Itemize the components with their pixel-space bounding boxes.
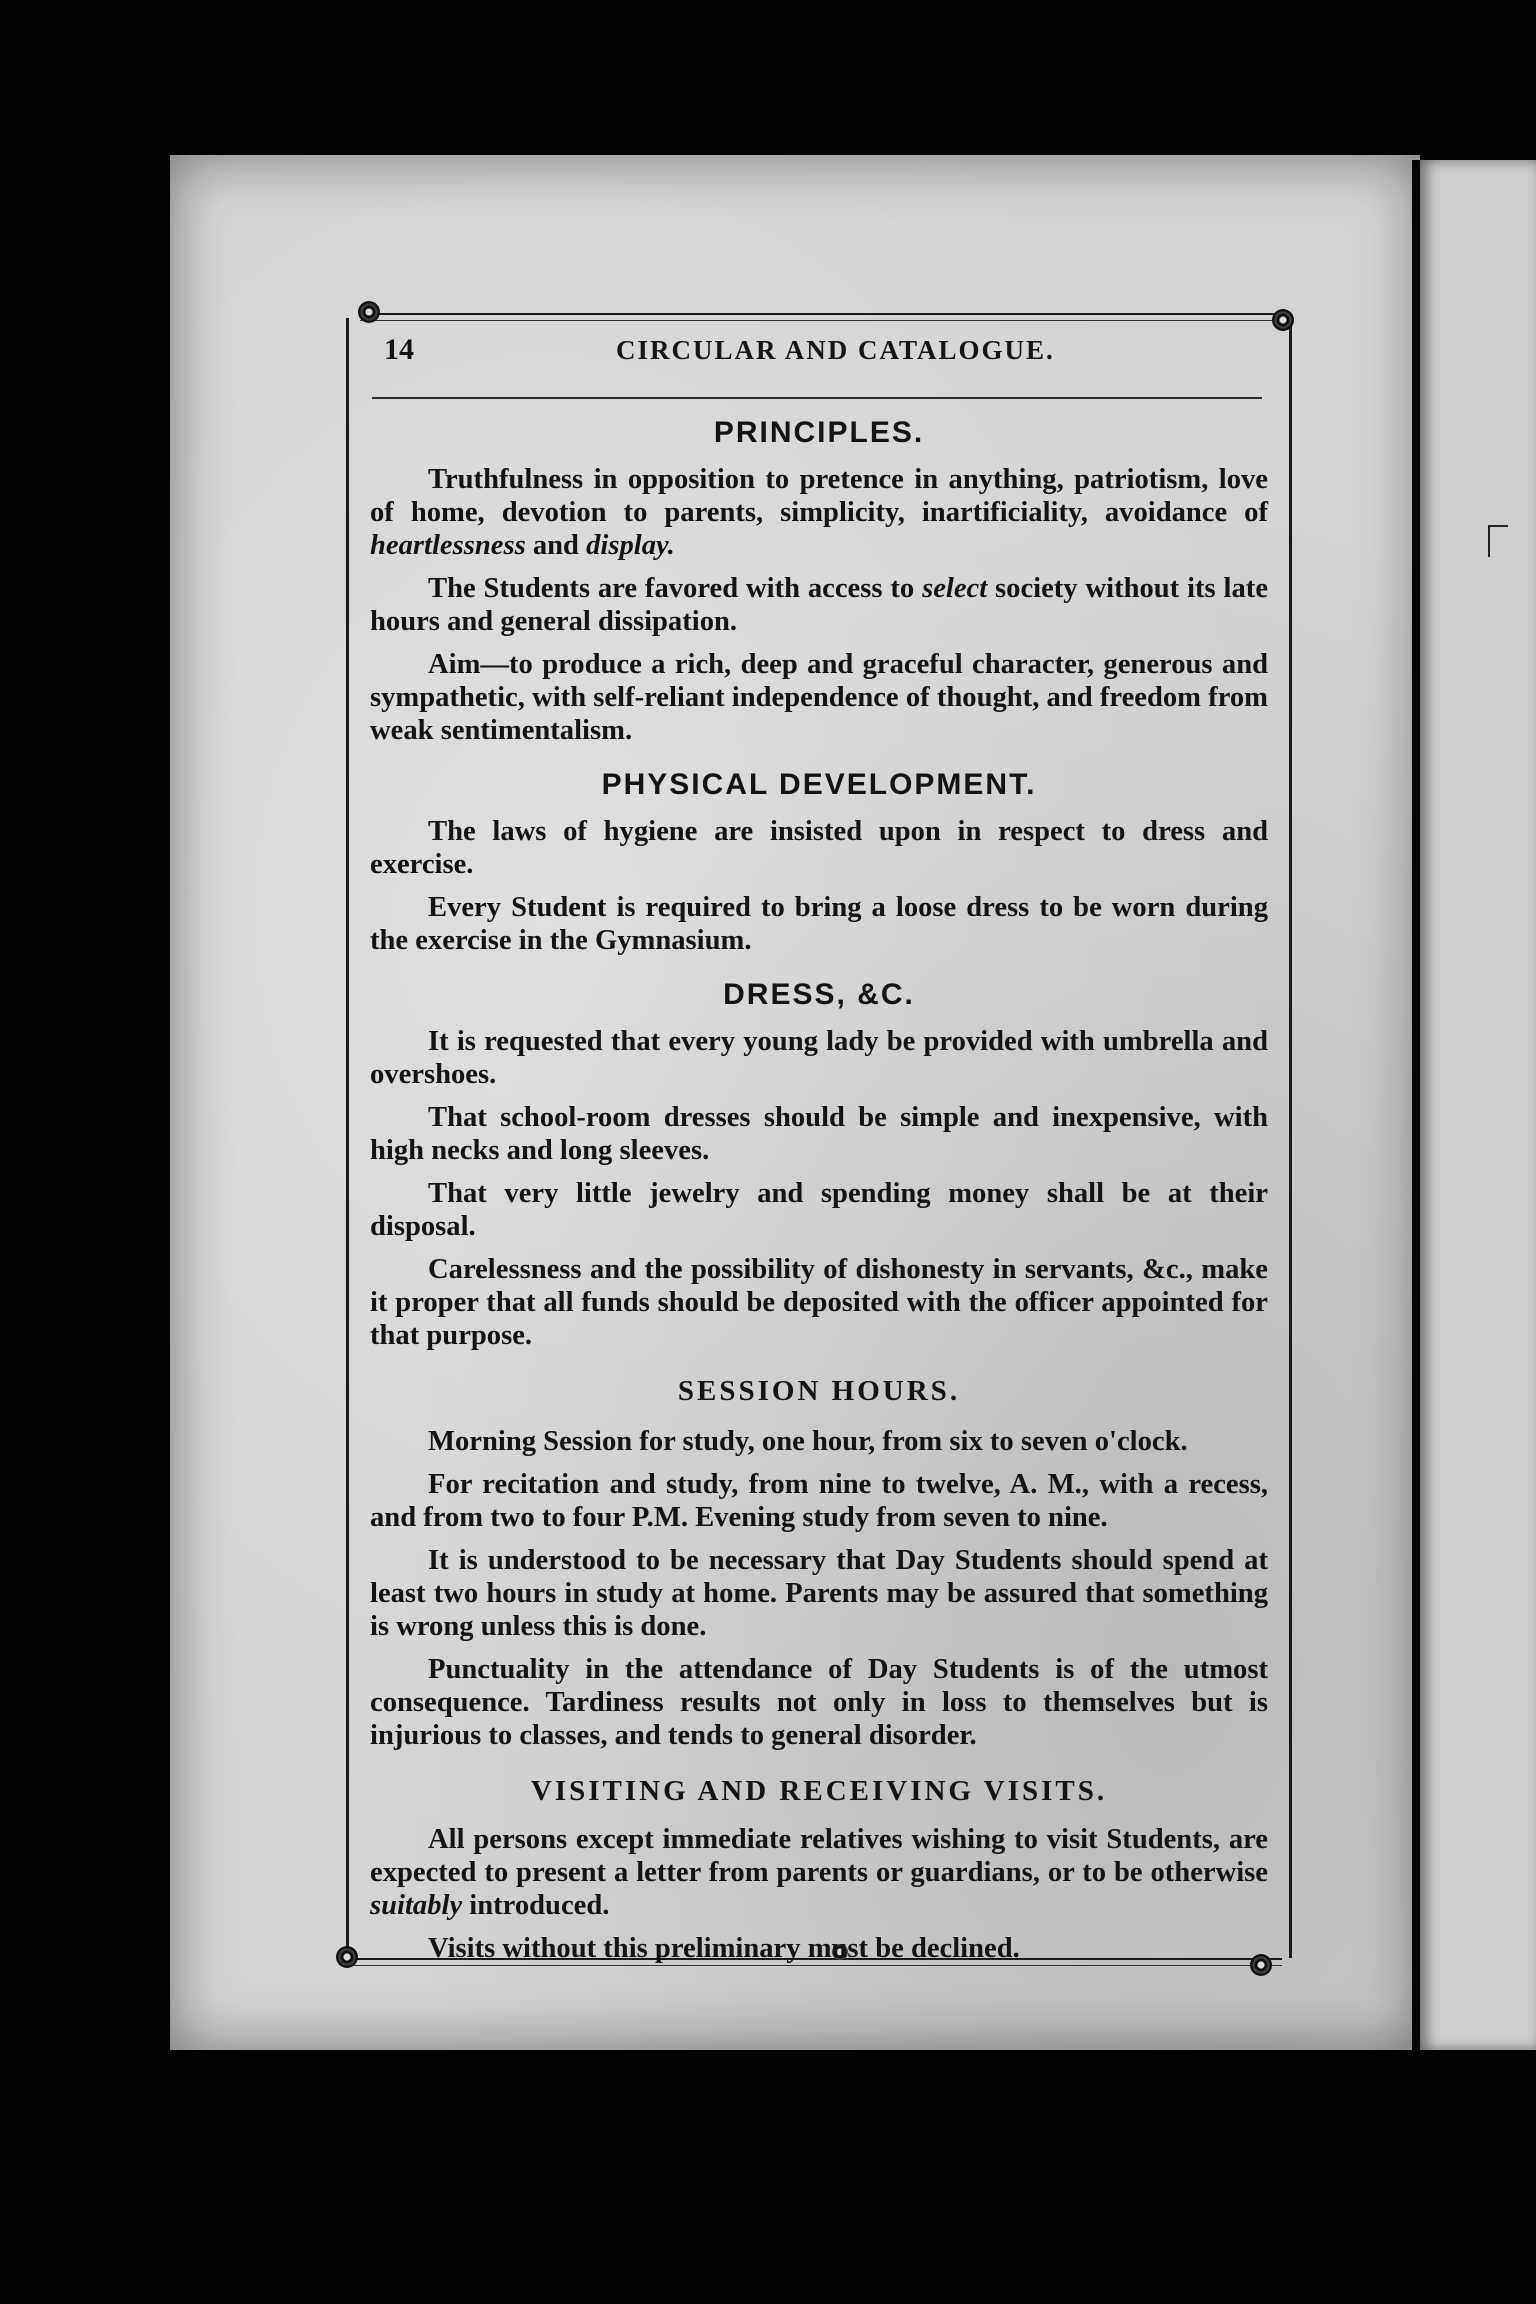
top-border-rule	[360, 313, 1280, 315]
text-run: The Students are favored with access to	[428, 573, 923, 604]
paragraph: Visits without this preliminary must be declined.	[428, 1932, 1020, 1964]
paragraph	[370, 1823, 1268, 1922]
running-title: CIRCULAR AND CATALOGUE.	[616, 335, 1055, 365]
page-body	[370, 415, 1268, 1965]
page-number: 14	[384, 333, 414, 366]
paragraph: Carelessness and the possibility of dishonesty in servants, &c., make it proper that all funds should be deposited with the officer appointed for that purpose.	[370, 1254, 1268, 1351]
top-border-rule-inner	[360, 320, 1280, 321]
paragraph: It is understood to be necessary that Day Students should spend at least two hours in study at home. Parents may be assured that something is wrong unless this is done.	[370, 1544, 1268, 1642]
paragraph: It is requested that every young lady be provided with umbrella and overshoes.	[370, 1026, 1268, 1090]
header-rule	[372, 397, 1262, 399]
adjacent-page-mark	[1488, 525, 1508, 557]
text-run: Truthfulness in opposition to pretence in anything, patriotism, love of home, devotion to parents, simplicity, inartificiality, avoidance of	[370, 464, 1268, 528]
section-heading-dress: DRESS, &C.	[723, 978, 915, 1011]
section-heading-visiting: VISITING AND RECEIVING VISITS.	[530, 1774, 1108, 1807]
text-run: and	[525, 530, 587, 561]
italic-text: suitably	[370, 1889, 463, 1921]
paragraph: The laws of hygiene are insisted upon in respect to dress and exercise.	[370, 816, 1268, 880]
corner-ornament-icon	[1272, 309, 1294, 331]
corner-ornament-icon	[358, 301, 380, 323]
paragraph: That school-room dresses should be simple and inexpensive, with high necks and long sleeves.	[370, 1102, 1268, 1166]
section-heading-physical-development: PHYSICAL DEVELOPMENT.	[601, 768, 1037, 801]
paragraph	[370, 572, 1268, 638]
paragraph: That very little jewelry and spending money shall be at their disposal.	[370, 1178, 1268, 1242]
running-header	[376, 333, 1256, 377]
corner-ornament-icon	[336, 1946, 358, 1968]
bottom-border-rule-inner	[352, 1965, 1282, 1966]
text-run: introduced.	[462, 1889, 610, 1921]
section-heading-session-hours: SESSION HOURS.	[677, 1375, 961, 1407]
italic-text: display.	[586, 530, 675, 561]
section-heading-principles: PRINCIPLES.	[713, 416, 925, 449]
adjacent-page-edge	[1420, 160, 1536, 2050]
paragraph: Punctuality in the attendance of Day Students is of the utmost consequence. Tardiness results not only in loss to themselves but is injurious to classes, and tends to general disorder.	[370, 1653, 1268, 1751]
text-run: society without its late hours and general dissipation.	[370, 573, 1269, 637]
paragraph: Every Student is required to bring a loose dress to be worn during the exercise in the Gymnasium.	[370, 892, 1268, 956]
paragraph: Morning Session for study, one hour, from six to seven o'clock.	[428, 1425, 1188, 1457]
text-run: All persons except immediate relatives wishing to visit Students, are expected to present a letter from parents or guardians, or to be otherwise	[370, 1823, 1268, 1888]
paragraph: For recitation and study, from nine to twelve, A. M., with a recess, and from two to four P.M. Evening study from seven to nine.	[370, 1468, 1268, 1533]
paragraph: Aim—to produce a rich, deep and graceful character, generous and sympathetic, with self-reliant independence of thought, and freedom from weak sentimentalism.	[370, 649, 1268, 746]
italic-text: heartlessness	[370, 530, 526, 561]
paragraph	[370, 463, 1268, 562]
italic-text: select	[922, 573, 988, 604]
